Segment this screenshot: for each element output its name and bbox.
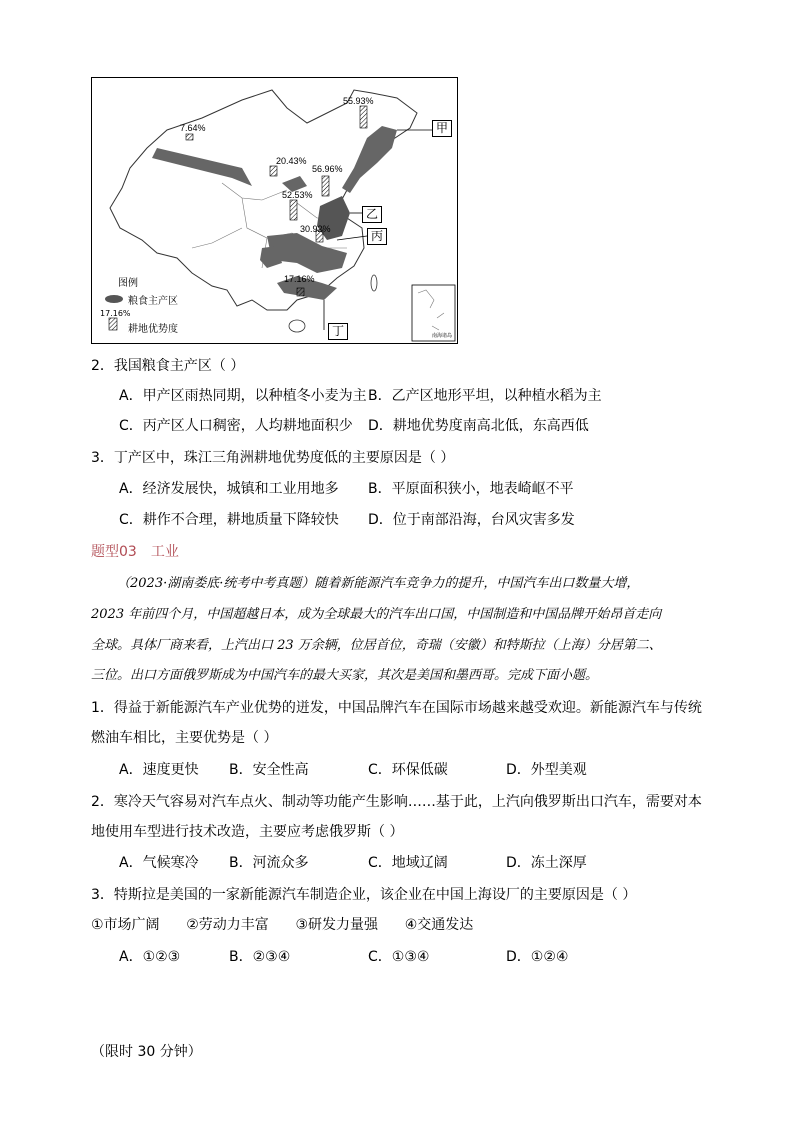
s2-question-3-option-a[interactable]: A．①②③ — [119, 949, 181, 965]
s2-question-2-option-c[interactable]: C．地域辽阔 — [368, 855, 448, 871]
china-outline — [110, 90, 417, 310]
s2-question-3-option-c[interactable]: C．①③④ — [368, 949, 430, 965]
percent-label-ding: 17.16% — [284, 274, 315, 284]
region-box-ding: 丁 — [328, 323, 348, 340]
section-heading-title: 工业 — [150, 544, 179, 560]
legend-sample-value: 17.16% — [100, 309, 131, 318]
s2-question-1-option-b[interactable]: B．安全性高 — [229, 762, 309, 778]
s2-question-2-option-b[interactable]: B．河流众多 — [229, 855, 309, 871]
legend-grain-swatch — [105, 295, 123, 303]
s2-question-3-option-b[interactable]: B．②③④ — [229, 949, 291, 965]
advantage-bar-jia — [360, 106, 367, 128]
hainan-island — [289, 320, 305, 332]
passage-line-2: 2023 年前四个月，中国超越日本，成为全球最大的汽车出口国，中国制造和中国品牌开始昂首走向 — [91, 607, 662, 622]
advantage-bar-huabei — [322, 176, 329, 196]
time-limit-note: （限时 30 分钟） — [91, 1044, 202, 1060]
s2-question-1-line-2: 燃油车相比，主要优势是（ ） — [91, 730, 278, 746]
percent-label-huabei: 56.96% — [312, 164, 343, 174]
region-box-bing: 丙 — [367, 228, 387, 245]
question-3-option-d[interactable]: D．位于南部沿海，台风灾害多发 — [368, 512, 575, 528]
s2-question-3-option-d[interactable]: D．①②④ — [506, 949, 569, 965]
percent-label-xinjiang: 7.64% — [180, 123, 206, 133]
legend-grain-label: 粮食主产区 — [128, 296, 178, 307]
s2-question-1-option-d[interactable]: D．外型美观 — [506, 762, 587, 778]
percent-label-guanzhong: 52.53% — [282, 190, 313, 200]
region-box-jia: 甲 — [432, 120, 452, 137]
percent-label-hetao: 20.43% — [276, 156, 307, 166]
passage-line-3: 全球。具体厂商来看，上汽出口 23 万余辆，位居首位，奇瑞（安徽）和特斯拉（上海）分居第二、 — [91, 638, 662, 653]
inset-caption: 南海诸岛 — [432, 333, 453, 339]
question-2-option-b[interactable]: B．乙产区地形平坦，以种植水稻为主 — [368, 388, 602, 404]
s2-question-3-choices: ①市场广阔 ②劳动力丰富 ③研发力量强 ④交通发达 — [91, 917, 474, 933]
s2-question-1-option-a[interactable]: A．速度更快 — [119, 762, 199, 778]
question-3-stem: 3．丁产区中，珠江三角洲耕地优势度低的主要原因是（ ） — [91, 450, 455, 466]
passage-line-1: （2023·湖南娄底·统考中考真题）随着新能源汽车竞争力的提升，中国汽车出口数量大增， — [117, 576, 640, 591]
s2-question-2-line-2: 地使用车型进行技术改造，主要应考虑俄罗斯（ ） — [91, 824, 404, 840]
s2-question-2-option-a[interactable]: A．气候寒冷 — [119, 855, 199, 871]
advantage-bar-xinjiang — [186, 134, 193, 140]
passage-line-4: 三位。出口方面俄罗斯成为中国汽车的最大买家，其次是美国和墨西哥。完成下面小题。 — [91, 668, 599, 683]
s2-question-3-stem: 3．特斯拉是美国的一家新能源汽车制造企业，该企业在中国上海设厂的主要原因是（ ） — [91, 887, 637, 903]
advantage-bar-guanzhong — [290, 200, 297, 220]
legend-advantage-swatch — [109, 318, 117, 330]
legend-title: 图例 — [118, 278, 138, 289]
s2-question-1-option-c[interactable]: C．环保低碳 — [368, 762, 448, 778]
advantage-bar-ding — [297, 288, 304, 296]
question-2-option-a[interactable]: A．甲产区雨热同期，以种植冬小麦为主 — [119, 388, 367, 404]
question-2-option-c[interactable]: C．丙产区人口稠密，人均耕地面积少 — [119, 418, 353, 434]
s2-question-1-line-1: 1．得益于新能源汽车产业优势的迸发，中国品牌汽车在国际市场越来越受欢迎。新能源汽车与传统 — [91, 700, 702, 716]
percent-label-changjiang: 30.92% — [300, 224, 331, 234]
question-2-option-d[interactable]: D．耕地优势度南高北低，东高西低 — [368, 418, 589, 434]
taiwan-island — [371, 275, 377, 291]
china-grain-map — [91, 77, 458, 344]
percent-label-jia: 55.93% — [343, 96, 374, 106]
s2-question-2-line-1: 2．寒冷天气容易对汽车点火、制动等功能产生影响……基于此，上汽向俄罗斯出口汽车，需要对本 — [91, 794, 702, 810]
question-3-option-b[interactable]: B．平原面积狭小，地表崎岖不平 — [368, 481, 574, 497]
advantage-bar-hetao — [270, 166, 277, 176]
section-heading — [91, 541, 179, 561]
legend-advantage-label: 耕地优势度 — [128, 324, 178, 335]
question-2-stem: 2．我国粮食主产区（ ） — [91, 358, 245, 374]
question-3-option-c[interactable]: C．耕作不合理，耕地质量下降较快 — [119, 512, 339, 528]
region-box-yi: 乙 — [362, 206, 382, 223]
section-heading-number: 题型03 — [91, 544, 137, 560]
s2-question-2-option-d[interactable]: D．冻土深厚 — [506, 855, 587, 871]
question-3-option-a[interactable]: A．经济发展快，城镇和工业用地多 — [119, 481, 339, 497]
